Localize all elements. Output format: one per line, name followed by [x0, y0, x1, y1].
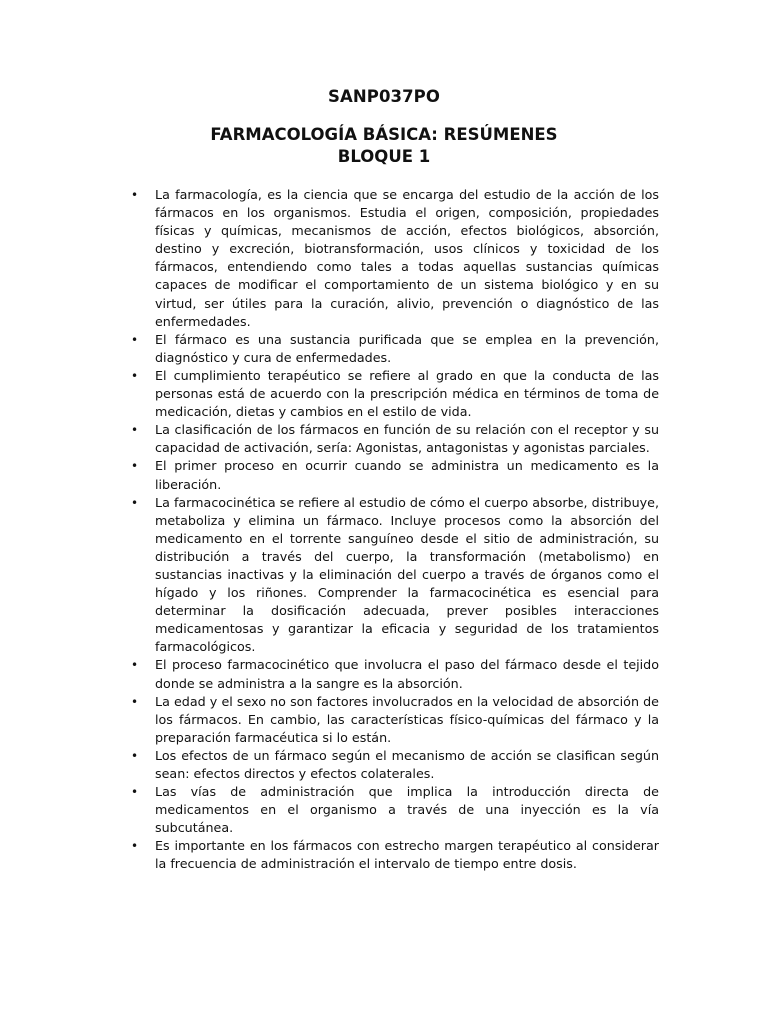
list-item [131, 656, 659, 692]
document-code: SANP037PO [327, 87, 441, 106]
bullet-icon: • [131, 423, 139, 438]
bullet-icon: • [131, 332, 139, 347]
list-item-text: Es importante en los fármacos con estrecho margen terapéutico al considerar la frecuencia de administración el intervalo de tiempo entre dosis. [155, 838, 659, 872]
list-item-text: El proceso farmacocinético que involucra el paso del fármaco desde el tejido donde se administra a la sangre es la absorción. [155, 657, 659, 691]
list-item-text: La clasificación de los fármacos en función de su relación con el receptor y su capacidad de activación, sería: Agonistas, antagonistas y agonistas parciales. [155, 422, 659, 456]
document-title [0, 124, 768, 168]
list-item [131, 747, 659, 783]
title-line-1: FARMACOLOGÍA BÁSICA: RESÚMENES [210, 125, 558, 144]
list-item-text: La edad y el sexo no son factores involucrados en la velocidad de absorción de los fármacos. En cambio, las características físico-químicas del fármaco y la preparación farmacéutica si lo están. [155, 693, 659, 745]
bullet-icon: • [131, 748, 139, 763]
list-item [131, 331, 659, 367]
list-item-text: El cumplimiento terapéutico se refiere al grado en que la conducta de las personas está de acuerdo con la prescripción médica en términos de toma de medicación, dietas y cambios en el estilo de vida. [155, 367, 659, 420]
list-item [131, 186, 659, 331]
list-item [131, 494, 659, 657]
bullet-icon: • [131, 658, 139, 673]
summary-list [131, 186, 659, 874]
bullet-icon: • [131, 839, 139, 854]
list-item-text: La farmacología, es la ciencia que se encarga del estudio de la acción de los fármacos en los organismos. Estudia el origen, composición, propiedades físicas y químicas, mecanismos de acción, efectos biológicos, absorción, destino y excreción, biotransformación, usos clínicos y toxicidad de los fármacos, entendiendo como tales a todas aquellas sustancias químicas capaces de modificar el comportamiento de un sistema biológico y en su virtud, ser útiles para la curación, alivio, prevención o diagnóstico de las enfermedades. [155, 187, 659, 329]
list-item [131, 837, 659, 873]
list-item [131, 783, 659, 837]
list-item-text: La farmacocinética se refiere al estudio de cómo el cuerpo absorbe, distribuye, metaboliza y elimina un fármaco. Incluye procesos como la absorción del medicamento en el torrente sanguíneo desde el sitio de administración, su distribución a través del cuerpo, la transformación (metabolismo) en sustancias inactivas y la eliminación del cuerpo a través de órganos como el hígado y los riñones. Comprender la farmacocinética es esencial para determinar la dosificación adecuada, prever posibles interacciones medicamentosas y garantizar la eficacia y seguridad de los tratamientos farmacológicos. [155, 494, 659, 655]
list-item-text: El fármaco es una sustancia purificada que se emplea en la prevención, diagnóstico y cura de enfermedades. [155, 331, 659, 365]
list-item-text: El primer proceso en ocurrir cuando se administra un medicamento es la liberación. [155, 458, 659, 492]
bullet-icon: • [131, 785, 139, 800]
bullet-icon: • [131, 694, 139, 709]
list-item [131, 421, 659, 457]
list-item-text: Los efectos de un fármaco según el mecanismo de acción se clasifican según sean: efectos directos y efectos colaterales. [155, 747, 659, 781]
list-item [131, 693, 659, 747]
bullet-icon: • [131, 495, 139, 510]
list-item [131, 457, 659, 493]
bullet-icon: • [131, 459, 139, 474]
list-item [131, 367, 659, 421]
bullet-icon: • [131, 368, 139, 383]
list-item-text: Las vías de administración que implica la introducción directa de medicamentos en el organismo a través de una inyección es la vía subcutánea. [155, 784, 659, 836]
bullet-icon: • [131, 188, 139, 202]
title-line-2: BLOQUE 1 [337, 147, 431, 166]
